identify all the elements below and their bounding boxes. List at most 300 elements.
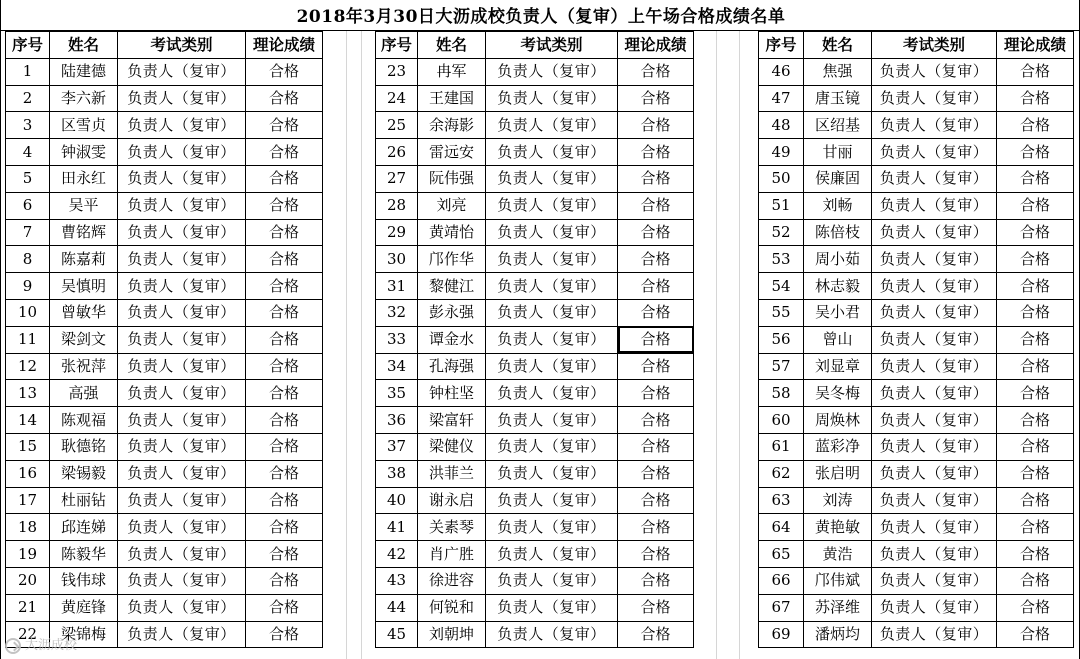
cell-seq[interactable]: 26	[376, 139, 418, 166]
cell-seq[interactable]: 5	[6, 165, 50, 192]
column-header-seq[interactable]: 序号	[759, 32, 804, 59]
cell-name[interactable]: 肖广胜	[418, 541, 486, 568]
cell-type[interactable]: 负责人（复审）	[118, 112, 246, 139]
cell-name[interactable]: 阮伟强	[418, 165, 486, 192]
cell-seq[interactable]: 29	[376, 219, 418, 246]
cell-score[interactable]: 合格	[997, 380, 1074, 407]
cell-seq[interactable]: 2	[6, 85, 50, 112]
cell-name[interactable]: 区雪贞	[50, 112, 118, 139]
cell-seq[interactable]: 66	[759, 567, 804, 594]
cell-name[interactable]: 陈倍枝	[804, 219, 872, 246]
cell-type[interactable]: 负责人（复审）	[872, 326, 997, 353]
cell-type[interactable]: 负责人（复审）	[872, 273, 997, 300]
cell-score[interactable]: 合格	[246, 273, 323, 300]
cell-seq[interactable]: 52	[759, 219, 804, 246]
cell-name[interactable]: 周小茹	[804, 246, 872, 273]
cell-type[interactable]: 负责人（复审）	[486, 460, 618, 487]
cell-name[interactable]: 梁锡毅	[50, 460, 118, 487]
cell-seq[interactable]: 4	[6, 139, 50, 166]
sheet-title[interactable]: 2018年3月30日大沥成校负责人（复审）上午场合格成绩名单	[296, 7, 786, 27]
watermark	[5, 635, 77, 657]
cell-score[interactable]: 合格	[246, 112, 323, 139]
cell-type[interactable]: 负责人（复审）	[872, 567, 997, 594]
table-row	[376, 407, 694, 434]
cell-name[interactable]: 周焕林	[804, 407, 872, 434]
table-row	[6, 273, 323, 300]
cell-name[interactable]: 唐玉镜	[804, 85, 872, 112]
cell-score[interactable]: 合格	[618, 192, 694, 219]
table-row	[6, 541, 323, 568]
cell-seq[interactable]: 50	[759, 165, 804, 192]
cell-type[interactable]: 负责人（复审）	[486, 567, 618, 594]
cell-score[interactable]: 合格	[246, 353, 323, 380]
cell-score[interactable]: 合格	[618, 460, 694, 487]
table-row	[6, 85, 323, 112]
cell-score[interactable]: 合格	[618, 433, 694, 460]
cell-type[interactable]: 负责人（复审）	[486, 85, 618, 112]
cell-name[interactable]: 耿德铭	[50, 433, 118, 460]
cell-seq[interactable]: 36	[376, 407, 418, 434]
cell-name[interactable]: 钟淑雯	[50, 139, 118, 166]
cell-score[interactable]: 合格	[246, 541, 323, 568]
cell-type[interactable]: 负责人（复审）	[872, 487, 997, 514]
cell-seq[interactable]: 13	[6, 380, 50, 407]
cell-name[interactable]: 蓝彩净	[804, 433, 872, 460]
cell-seq[interactable]: 48	[759, 112, 804, 139]
table-row	[6, 326, 323, 353]
cell-score[interactable]: 合格	[618, 514, 694, 541]
cell-seq[interactable]: 12	[6, 353, 50, 380]
cell-name[interactable]: 杜丽钻	[50, 487, 118, 514]
cell-type[interactable]: 负责人（复审）	[872, 380, 997, 407]
table-row	[376, 514, 694, 541]
cell-type[interactable]: 负责人（复审）	[872, 246, 997, 273]
cell-name[interactable]: 李六新	[50, 85, 118, 112]
cell-type[interactable]: 负责人（复审）	[486, 514, 618, 541]
cell-name[interactable]: 吴小君	[804, 299, 872, 326]
cell-name[interactable]: 刘显章	[804, 353, 872, 380]
column-header-score[interactable]: 理论成绩	[997, 32, 1074, 59]
cell-seq[interactable]: 28	[376, 192, 418, 219]
cell-type[interactable]: 负责人（复审）	[486, 165, 618, 192]
cell-name[interactable]: 梁富轩	[418, 407, 486, 434]
cell-seq[interactable]: 67	[759, 594, 804, 621]
cell-seq[interactable]: 43	[376, 567, 418, 594]
cell-name[interactable]: 余海影	[418, 112, 486, 139]
cell-name[interactable]: 张祝萍	[50, 353, 118, 380]
cell-type[interactable]: 负责人（复审）	[118, 621, 246, 648]
column-header-type[interactable]: 考试类别	[486, 32, 618, 59]
cell-score[interactable]: 合格	[997, 58, 1074, 85]
cell-seq[interactable]: 69	[759, 621, 804, 648]
cell-score[interactable]: 合格	[246, 433, 323, 460]
cell-seq[interactable]: 54	[759, 273, 804, 300]
cell-score[interactable]: 合格	[618, 58, 694, 85]
cell-name[interactable]: 刘亮	[418, 192, 486, 219]
cell-type[interactable]: 负责人（复审）	[872, 407, 997, 434]
cell-score[interactable]: 合格	[618, 407, 694, 434]
cell-name[interactable]: 吴冬梅	[804, 380, 872, 407]
cell-seq[interactable]: 21	[6, 594, 50, 621]
cell-name[interactable]: 田永红	[50, 165, 118, 192]
cell-name[interactable]: 梁健仪	[418, 433, 486, 460]
cell-seq[interactable]: 57	[759, 353, 804, 380]
cell-score[interactable]: 合格	[246, 407, 323, 434]
cell-score[interactable]: 合格	[618, 273, 694, 300]
cell-name[interactable]: 雷远安	[418, 139, 486, 166]
cell-seq[interactable]: 34	[376, 353, 418, 380]
cell-seq[interactable]: 47	[759, 85, 804, 112]
cell-score[interactable]: 合格	[618, 85, 694, 112]
cell-score[interactable]: 合格	[997, 567, 1074, 594]
cell-name[interactable]: 关素琴	[418, 514, 486, 541]
watermark-logo-icon	[5, 638, 21, 654]
cell-name[interactable]: 洪菲兰	[418, 460, 486, 487]
cell-type[interactable]: 负责人（复审）	[486, 299, 618, 326]
cell-seq[interactable]: 41	[376, 514, 418, 541]
cell-type[interactable]: 负责人（复审）	[486, 487, 618, 514]
cell-score[interactable]: 合格	[246, 514, 323, 541]
cell-type[interactable]: 负责人（复审）	[486, 353, 618, 380]
cell-seq[interactable]: 40	[376, 487, 418, 514]
table-row	[6, 433, 323, 460]
cell-seq[interactable]: 38	[376, 460, 418, 487]
cell-score[interactable]: 合格	[246, 246, 323, 273]
cell-name[interactable]: 区绍基	[804, 112, 872, 139]
cell-seq[interactable]: 11	[6, 326, 50, 353]
cell-name[interactable]: 刘朝坤	[418, 621, 486, 648]
cell-score[interactable]: 合格	[246, 192, 323, 219]
table-row	[759, 299, 1074, 326]
cell-type[interactable]: 负责人（复审）	[486, 112, 618, 139]
cell-type[interactable]: 负责人（复审）	[118, 326, 246, 353]
cell-name[interactable]: 谢永启	[418, 487, 486, 514]
cell-seq[interactable]: 44	[376, 594, 418, 621]
cell-seq[interactable]: 25	[376, 112, 418, 139]
cell-type[interactable]: 负责人（复审）	[118, 567, 246, 594]
cell-type[interactable]: 负责人（复审）	[118, 380, 246, 407]
cell-seq[interactable]: 55	[759, 299, 804, 326]
cell-name[interactable]: 黄艳敏	[804, 514, 872, 541]
cell-seq[interactable]: 33	[376, 326, 418, 353]
cell-type[interactable]: 负责人（复审）	[486, 407, 618, 434]
cell-type[interactable]: 负责人（复审）	[486, 380, 618, 407]
cell-name[interactable]: 吴慎明	[50, 273, 118, 300]
cell-score[interactable]: 合格	[997, 273, 1074, 300]
cell-seq[interactable]: 31	[376, 273, 418, 300]
cell-seq[interactable]: 20	[6, 567, 50, 594]
cell-score[interactable]: 合格	[997, 85, 1074, 112]
cell-score[interactable]: 合格	[618, 299, 694, 326]
cell-type[interactable]: 负责人（复审）	[118, 433, 246, 460]
cell-type[interactable]: 负责人（复审）	[118, 139, 246, 166]
cell-seq[interactable]: 8	[6, 246, 50, 273]
cell-score[interactable]: 合格	[997, 621, 1074, 648]
cell-type[interactable]: 负责人（复审）	[118, 192, 246, 219]
cell-score[interactable]: 合格	[997, 487, 1074, 514]
cell-name[interactable]: 黄庭锋	[50, 594, 118, 621]
cell-seq[interactable]: 3	[6, 112, 50, 139]
cell-type[interactable]: 负责人（复审）	[118, 299, 246, 326]
cell-seq[interactable]: 49	[759, 139, 804, 166]
cell-score[interactable]: 合格	[246, 58, 323, 85]
cell-name[interactable]: 黄靖怡	[418, 219, 486, 246]
cell-seq[interactable]: 62	[759, 460, 804, 487]
cell-type[interactable]: 负责人（复审）	[486, 594, 618, 621]
cell-score[interactable]: 合格	[618, 165, 694, 192]
cell-score[interactable]: 合格	[618, 139, 694, 166]
table-row	[6, 487, 323, 514]
cell-name[interactable]: 曾山	[804, 326, 872, 353]
cell-type[interactable]: 负责人（复审）	[118, 487, 246, 514]
cell-type[interactable]: 负责人（复审）	[872, 353, 997, 380]
cell-seq[interactable]: 58	[759, 380, 804, 407]
cell-score[interactable]: 合格	[246, 219, 323, 246]
cell-score[interactable]: 合格	[246, 85, 323, 112]
cell-score[interactable]: 合格	[997, 165, 1074, 192]
cell-seq[interactable]: 53	[759, 246, 804, 273]
cell-name[interactable]: 焦强	[804, 58, 872, 85]
cell-name[interactable]: 高强	[50, 380, 118, 407]
cell-score[interactable]: 合格	[618, 380, 694, 407]
cell-type[interactable]: 负责人（复审）	[118, 246, 246, 273]
cell-name[interactable]: 林志毅	[804, 273, 872, 300]
cell-type[interactable]: 负责人（复审）	[872, 219, 997, 246]
cell-type[interactable]: 负责人（复审）	[486, 139, 618, 166]
cell-score[interactable]: 合格	[618, 621, 694, 648]
cell-name[interactable]: 孔海强	[418, 353, 486, 380]
cell-name[interactable]: 黎健江	[418, 273, 486, 300]
cell-score[interactable]: 合格	[997, 407, 1074, 434]
cell-score[interactable]: 合格	[246, 594, 323, 621]
cell-score[interactable]: 合格	[997, 139, 1074, 166]
cell-name[interactable]: 吴平	[50, 192, 118, 219]
cell-name[interactable]: 钟柱坚	[418, 380, 486, 407]
cell-type[interactable]: 负责人（复审）	[118, 165, 246, 192]
cell-seq[interactable]: 7	[6, 219, 50, 246]
column-header-name[interactable]: 姓名	[50, 32, 118, 59]
column-header-seq[interactable]: 序号	[376, 32, 418, 59]
cell-seq[interactable]: 51	[759, 192, 804, 219]
cell-score[interactable]: 合格	[997, 433, 1074, 460]
cell-name[interactable]: 邝伟斌	[804, 567, 872, 594]
cell-score[interactable]: 合格	[997, 299, 1074, 326]
cell-score[interactable]: 合格	[618, 594, 694, 621]
cell-name[interactable]: 曾敏华	[50, 299, 118, 326]
cell-score[interactable]: 合格	[997, 353, 1074, 380]
cell-seq[interactable]: 17	[6, 487, 50, 514]
cell-name[interactable]: 张启明	[804, 460, 872, 487]
cell-seq[interactable]: 22	[6, 621, 50, 648]
cell-seq[interactable]: 63	[759, 487, 804, 514]
cell-type[interactable]: 负责人（复审）	[486, 326, 618, 353]
cell-type[interactable]: 负责人（复审）	[872, 299, 997, 326]
cell-score[interactable]: 合格	[246, 460, 323, 487]
cell-type[interactable]: 负责人（复审）	[118, 353, 246, 380]
table-row	[376, 246, 694, 273]
cell-seq[interactable]: 56	[759, 326, 804, 353]
table-row	[6, 353, 323, 380]
cell-name[interactable]: 黄浩	[804, 541, 872, 568]
cell-type[interactable]: 负责人（复审）	[872, 139, 997, 166]
column-header-type[interactable]: 考试类别	[872, 32, 997, 59]
cell-name[interactable]: 梁剑文	[50, 326, 118, 353]
table-row	[759, 594, 1074, 621]
cell-score[interactable]: 合格	[618, 246, 694, 273]
cell-type[interactable]: 负责人（复审）	[118, 85, 246, 112]
cell-seq[interactable]: 23	[376, 58, 418, 85]
cell-name[interactable]: 刘涛	[804, 487, 872, 514]
cell-name[interactable]: 徐进容	[418, 567, 486, 594]
cell-name[interactable]: 曹铭辉	[50, 219, 118, 246]
cell-type[interactable]: 负责人（复审）	[486, 219, 618, 246]
cell-seq[interactable]: 30	[376, 246, 418, 273]
cell-type[interactable]: 负责人（复审）	[872, 594, 997, 621]
cell-seq[interactable]: 10	[6, 299, 50, 326]
cell-name[interactable]: 邝作华	[418, 246, 486, 273]
cell-type[interactable]: 负责人（复审）	[118, 407, 246, 434]
cell-score[interactable]: 合格	[246, 165, 323, 192]
cell-name[interactable]: 陈毅华	[50, 541, 118, 568]
cell-type[interactable]: 负责人（复审）	[486, 246, 618, 273]
cell-score[interactable]: 合格	[618, 219, 694, 246]
cell-seq[interactable]: 1	[6, 58, 50, 85]
cell-name[interactable]: 谭金水	[418, 326, 486, 353]
cell-name[interactable]: 陈观福	[50, 407, 118, 434]
gridline	[716, 31, 717, 659]
cell-type[interactable]: 负责人（复审）	[872, 58, 997, 85]
cell-type[interactable]: 负责人（复审）	[872, 192, 997, 219]
cell-type[interactable]: 负责人（复审）	[872, 621, 997, 648]
gridline	[346, 31, 347, 659]
cell-score[interactable]: 合格	[997, 326, 1074, 353]
cell-score[interactable]: 合格	[997, 514, 1074, 541]
cell-seq[interactable]: 24	[376, 85, 418, 112]
cell-type[interactable]: 负责人（复审）	[872, 165, 997, 192]
cell-score[interactable]: 合格	[618, 567, 694, 594]
cell-score[interactable]: 合格	[997, 460, 1074, 487]
cell-seq[interactable]: 18	[6, 514, 50, 541]
cell-type[interactable]: 负责人（复审）	[872, 460, 997, 487]
cell-type[interactable]: 负责人（复审）	[118, 460, 246, 487]
cell-score[interactable]: 合格	[246, 326, 323, 353]
cell-name[interactable]: 陆建德	[50, 58, 118, 85]
cell-name[interactable]: 苏泽维	[804, 594, 872, 621]
cell-name[interactable]: 冉军	[418, 58, 486, 85]
cell-seq[interactable]: 65	[759, 541, 804, 568]
cell-type[interactable]: 负责人（复审）	[872, 514, 997, 541]
cell-seq[interactable]: 42	[376, 541, 418, 568]
cell-score[interactable]: 合格	[618, 353, 694, 380]
cell-type[interactable]: 负责人（复审）	[486, 192, 618, 219]
cell-seq[interactable]: 14	[6, 407, 50, 434]
cell-type[interactable]: 负责人（复审）	[118, 594, 246, 621]
cell-name[interactable]: 甘丽	[804, 139, 872, 166]
column-header-seq[interactable]: 序号	[6, 32, 50, 59]
cell-seq[interactable]: 19	[6, 541, 50, 568]
cell-score[interactable]: 合格	[246, 567, 323, 594]
cell-type[interactable]: 负责人（复审）	[872, 433, 997, 460]
cell-score[interactable]: 合格	[997, 192, 1074, 219]
cell-type[interactable]: 负责人（复审）	[486, 58, 618, 85]
cell-score[interactable]: 合格	[618, 487, 694, 514]
cell-seq[interactable]: 61	[759, 433, 804, 460]
cell-name[interactable]: 王建国	[418, 85, 486, 112]
column-header-score[interactable]: 理论成绩	[246, 32, 323, 59]
cell-seq[interactable]: 9	[6, 273, 50, 300]
cell-score[interactable]: 合格	[618, 541, 694, 568]
cell-name[interactable]: 彭永强	[418, 299, 486, 326]
cell-score[interactable]: 合格	[246, 621, 323, 648]
table-row	[6, 139, 323, 166]
cell-type[interactable]: 负责人（复审）	[118, 273, 246, 300]
cell-type[interactable]: 负责人（复审）	[872, 85, 997, 112]
cell-score[interactable]: 合格	[997, 594, 1074, 621]
cell-type[interactable]: 负责人（复审）	[486, 273, 618, 300]
cell-seq[interactable]: 45	[376, 621, 418, 648]
cell-seq[interactable]: 16	[6, 460, 50, 487]
cell-seq[interactable]: 15	[6, 433, 50, 460]
cell-score[interactable]: 合格	[618, 326, 694, 353]
column-header-score[interactable]: 理论成绩	[618, 32, 694, 59]
table-row	[376, 219, 694, 246]
cell-name[interactable]: 钱伟球	[50, 567, 118, 594]
table-row	[376, 380, 694, 407]
cell-score[interactable]: 合格	[246, 487, 323, 514]
column-header-type[interactable]: 考试类别	[118, 32, 246, 59]
cell-score[interactable]: 合格	[618, 112, 694, 139]
cell-type[interactable]: 负责人（复审）	[486, 621, 618, 648]
cell-type[interactable]: 负责人（复审）	[872, 112, 997, 139]
column-header-name[interactable]: 姓名	[418, 32, 486, 59]
cell-type[interactable]: 负责人（复审）	[118, 541, 246, 568]
cell-score[interactable]: 合格	[997, 112, 1074, 139]
table-row	[759, 139, 1074, 166]
cell-seq[interactable]: 27	[376, 165, 418, 192]
cell-score[interactable]: 合格	[246, 380, 323, 407]
cell-seq[interactable]: 60	[759, 407, 804, 434]
cell-type[interactable]: 负责人（复审）	[118, 58, 246, 85]
cell-seq[interactable]: 64	[759, 514, 804, 541]
cell-seq[interactable]: 46	[759, 58, 804, 85]
cell-name[interactable]: 陈嘉莉	[50, 246, 118, 273]
cell-score[interactable]: 合格	[997, 541, 1074, 568]
cell-name[interactable]: 梁锦梅	[50, 621, 118, 648]
cell-type[interactable]: 负责人（复审）	[118, 219, 246, 246]
table-row	[6, 380, 323, 407]
cell-name[interactable]: 何锐和	[418, 594, 486, 621]
cell-name[interactable]: 侯廉固	[804, 165, 872, 192]
cell-type[interactable]: 负责人（复审）	[486, 433, 618, 460]
cell-name[interactable]: 邱连娣	[50, 514, 118, 541]
cell-seq[interactable]: 37	[376, 433, 418, 460]
cell-name[interactable]: 刘畅	[804, 192, 872, 219]
column-header-name[interactable]: 姓名	[804, 32, 872, 59]
cell-name[interactable]: 潘炳均	[804, 621, 872, 648]
cell-score[interactable]: 合格	[997, 219, 1074, 246]
cell-score[interactable]: 合格	[246, 299, 323, 326]
cell-score[interactable]: 合格	[997, 246, 1074, 273]
cell-seq[interactable]: 32	[376, 299, 418, 326]
cell-score[interactable]: 合格	[246, 139, 323, 166]
table-row	[376, 460, 694, 487]
cell-type[interactable]: 负责人（复审）	[872, 541, 997, 568]
cell-seq[interactable]: 35	[376, 380, 418, 407]
cell-type[interactable]: 负责人（复审）	[118, 514, 246, 541]
cell-seq[interactable]: 6	[6, 192, 50, 219]
cell-type[interactable]: 负责人（复审）	[486, 541, 618, 568]
table-row	[759, 567, 1074, 594]
